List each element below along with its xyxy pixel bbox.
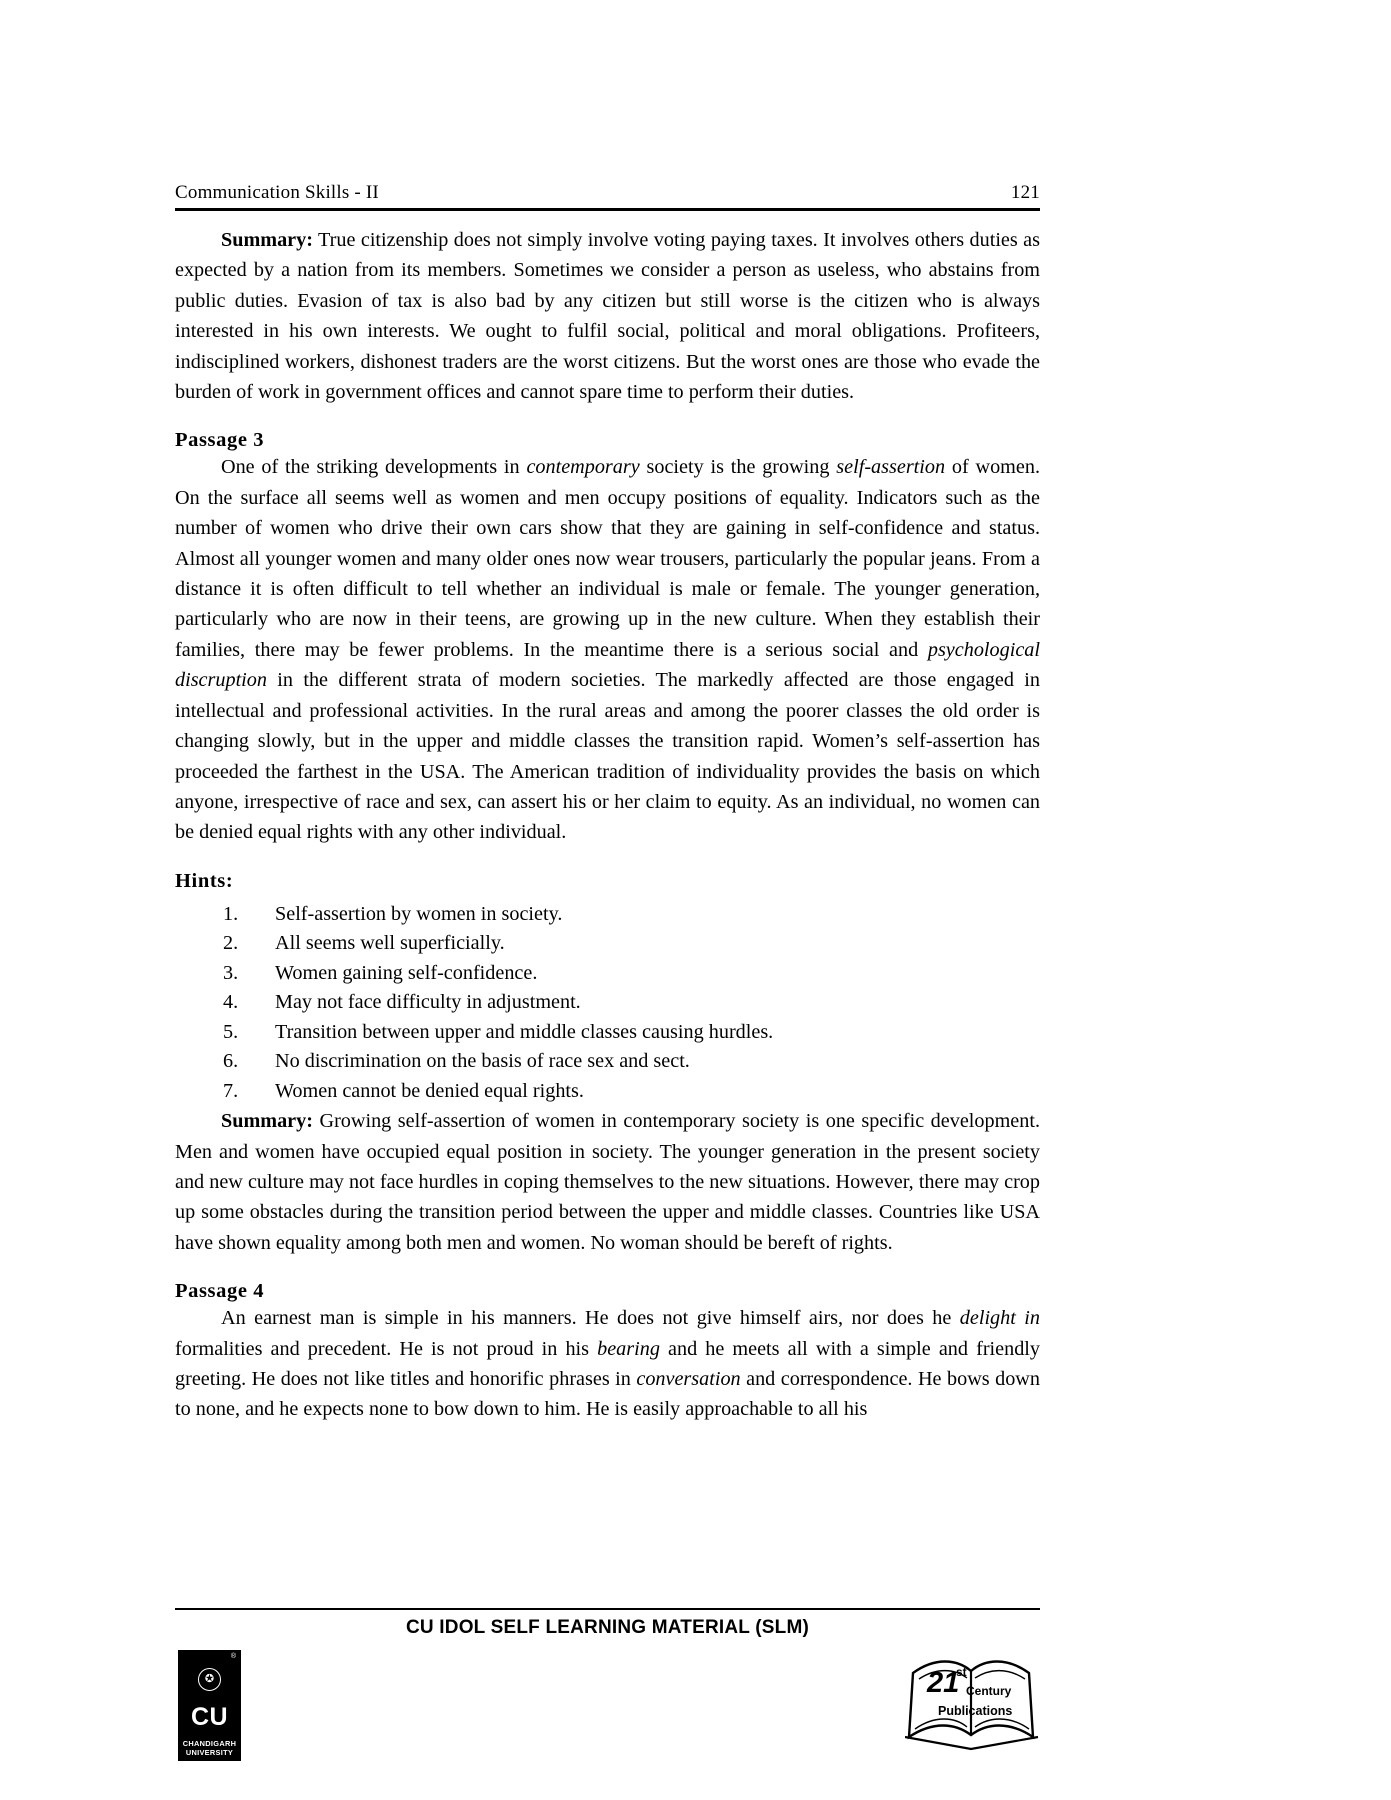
summary-paragraph-1 (175, 225, 1040, 407)
university-crest-icon: ✪ (198, 1668, 221, 1691)
publisher-publications-label: Publications (938, 1704, 1013, 1718)
hint-text: No discrimination on the basis of race sex and sect. (275, 1050, 690, 1073)
hint-text: Self-assertion by women in society. (275, 902, 563, 925)
list-item (175, 988, 1040, 1018)
hint-text: Women gaining self-confidence. (275, 961, 538, 984)
publisher-ordinal: st (956, 1665, 967, 1679)
hint-number: 7. (223, 1079, 239, 1102)
passage-3-text-3: of women. On the surface all seems well as women and men occupy positions of equality. Indicators such as the number of women who drive their own cars show that they are gaining in self-confidence and status. Almost all younger women and many older ones now wear trousers, particularly the popular jeans. From a distance it is often difficult to tell whether an individual is male or female. The younger generation, particularly who are now in their teens, are growing up in the new culture. When they establish their families, there may be fewer problems. In the meantime there is a serious social and (175, 456, 1040, 661)
passage-3-heading: Passage 3 (175, 429, 265, 452)
cu-wordmark: CU (190, 1703, 229, 1731)
page-number: 121 (1010, 182, 1040, 203)
passage-3-text-4: in the different strata of modern societies. The markedly affected are those engaged in intellectual and professional activities. In the rural areas and among the poorer classes the old order is changing slowly, but in the upper and middle classes the transition rapid. Women’s self-assertion has proceeded the farthest in the USA. The American tradition of individuality provides the basis on which anyone, irrespective of race and sex, can assert his or her claim to equity. As an individual, no women can be denied equal rights with any other individual. (175, 669, 1040, 844)
publisher-number: 21 (927, 1667, 960, 1699)
cu-logo-line-1: CHANDIGARH (182, 1739, 237, 1748)
list-item (175, 959, 1040, 989)
hint-number: 6. (223, 1050, 239, 1073)
passage-3-text-1: One of the striking developments in (221, 456, 527, 479)
passage-4-text-2: formalities and precedent. He is not proud in his (175, 1337, 598, 1360)
hint-number: 1. (223, 902, 239, 925)
hint-text: May not face difficulty in adjustment. (275, 991, 581, 1014)
passage-3-italic-1: contemporary (526, 456, 640, 479)
publisher-logo (905, 1645, 1040, 1757)
passage-4-heading: Passage 4 (175, 1280, 265, 1303)
passage-3-text-2: society is the growing (639, 456, 837, 479)
passage-4-italic-1: delight in (959, 1307, 1040, 1330)
hint-number: 2. (223, 932, 239, 955)
passage-4-italic-3: conversation (636, 1368, 741, 1391)
hint-number: 3. (223, 961, 239, 984)
page-content (175, 182, 1040, 1425)
passage-3-body (175, 452, 1040, 847)
hint-text: Transition between upper and middle classes causing hurdles. (275, 1020, 774, 1043)
list-item (175, 900, 1040, 930)
hints-list (175, 900, 1040, 1107)
list-item (175, 1018, 1040, 1048)
hint-text: All seems well superficially. (275, 932, 505, 955)
passage-3-italic-2: self-assertion (836, 456, 946, 479)
open-book-icon (905, 1645, 1040, 1757)
passage-4-text-4: and correspondence. He bows down to none, and he expects none to bow down to him. He is easily approachable to all his (175, 1368, 1040, 1421)
summary-paragraph-2 (175, 1106, 1040, 1258)
list-item (175, 1077, 1040, 1107)
hint-number: 5. (223, 1020, 239, 1043)
running-head-title: Communication Skills - II (175, 182, 379, 203)
hint-number: 4. (223, 991, 239, 1014)
passage-4-italic-2: bearing (597, 1337, 660, 1360)
chandigarh-university-logo (178, 1650, 241, 1761)
list-item (175, 929, 1040, 959)
footer-rule (175, 1608, 1040, 1610)
passage-4-text-1: An earnest man is simple in his manners. He does not give himself airs, nor does he (221, 1307, 960, 1330)
list-item (175, 1047, 1040, 1077)
cu-logo-line-2: UNIVERSITY (185, 1748, 234, 1757)
summary-label-1: Summary: (221, 229, 313, 251)
passage-4-body (175, 1303, 1040, 1425)
footer-text: CU IDOL SELF LEARNING MATERIAL (SLM) (405, 1617, 810, 1638)
summary-text-1: True citizenship does not simply involve voting paying taxes. It involves others duties as expected by a nation from its members. Sometimes we consider a person as useless, who abstains from public duties. Evasion of tax is also bad by any citizen but still worse is the citizen who is always interested in his own interests. We ought to fulfil social, political and moral obligations. Profiteers, indisciplined workers, dishonest traders are the worst citizens. But the worst ones are those who evade the burden of work in government offices and cannot spare time to perform their duties. (175, 229, 1040, 404)
summary-text-2: Growing self-assertion of women in contemporary society is one specific development. Men and women have occupied equal position in society. The younger generation in the present society and new culture may not face hurdles in coping themselves to the new situations. However, there may crop up some obstacles during the transition period between the upper and middle classes. Countries like USA have shown equality among both men and women. No woman should be bereft of rights. (175, 1110, 1040, 1254)
passage-4-text-3: and he meets all with a simple and friendly greeting. He does not like titles and honorific phrases in (175, 1337, 1040, 1391)
hints-heading: Hints: (175, 869, 234, 892)
passage-3-italic-3: psychological discruption (175, 638, 1040, 692)
header-rule (175, 208, 1040, 211)
running-head (175, 182, 1040, 204)
publisher-century-label: Century (966, 1684, 1012, 1698)
registered-trademark-icon: ® (230, 1653, 236, 1660)
hint-text: Women cannot be denied equal rights. (275, 1079, 584, 1102)
summary-label-2: Summary: (221, 1110, 313, 1133)
